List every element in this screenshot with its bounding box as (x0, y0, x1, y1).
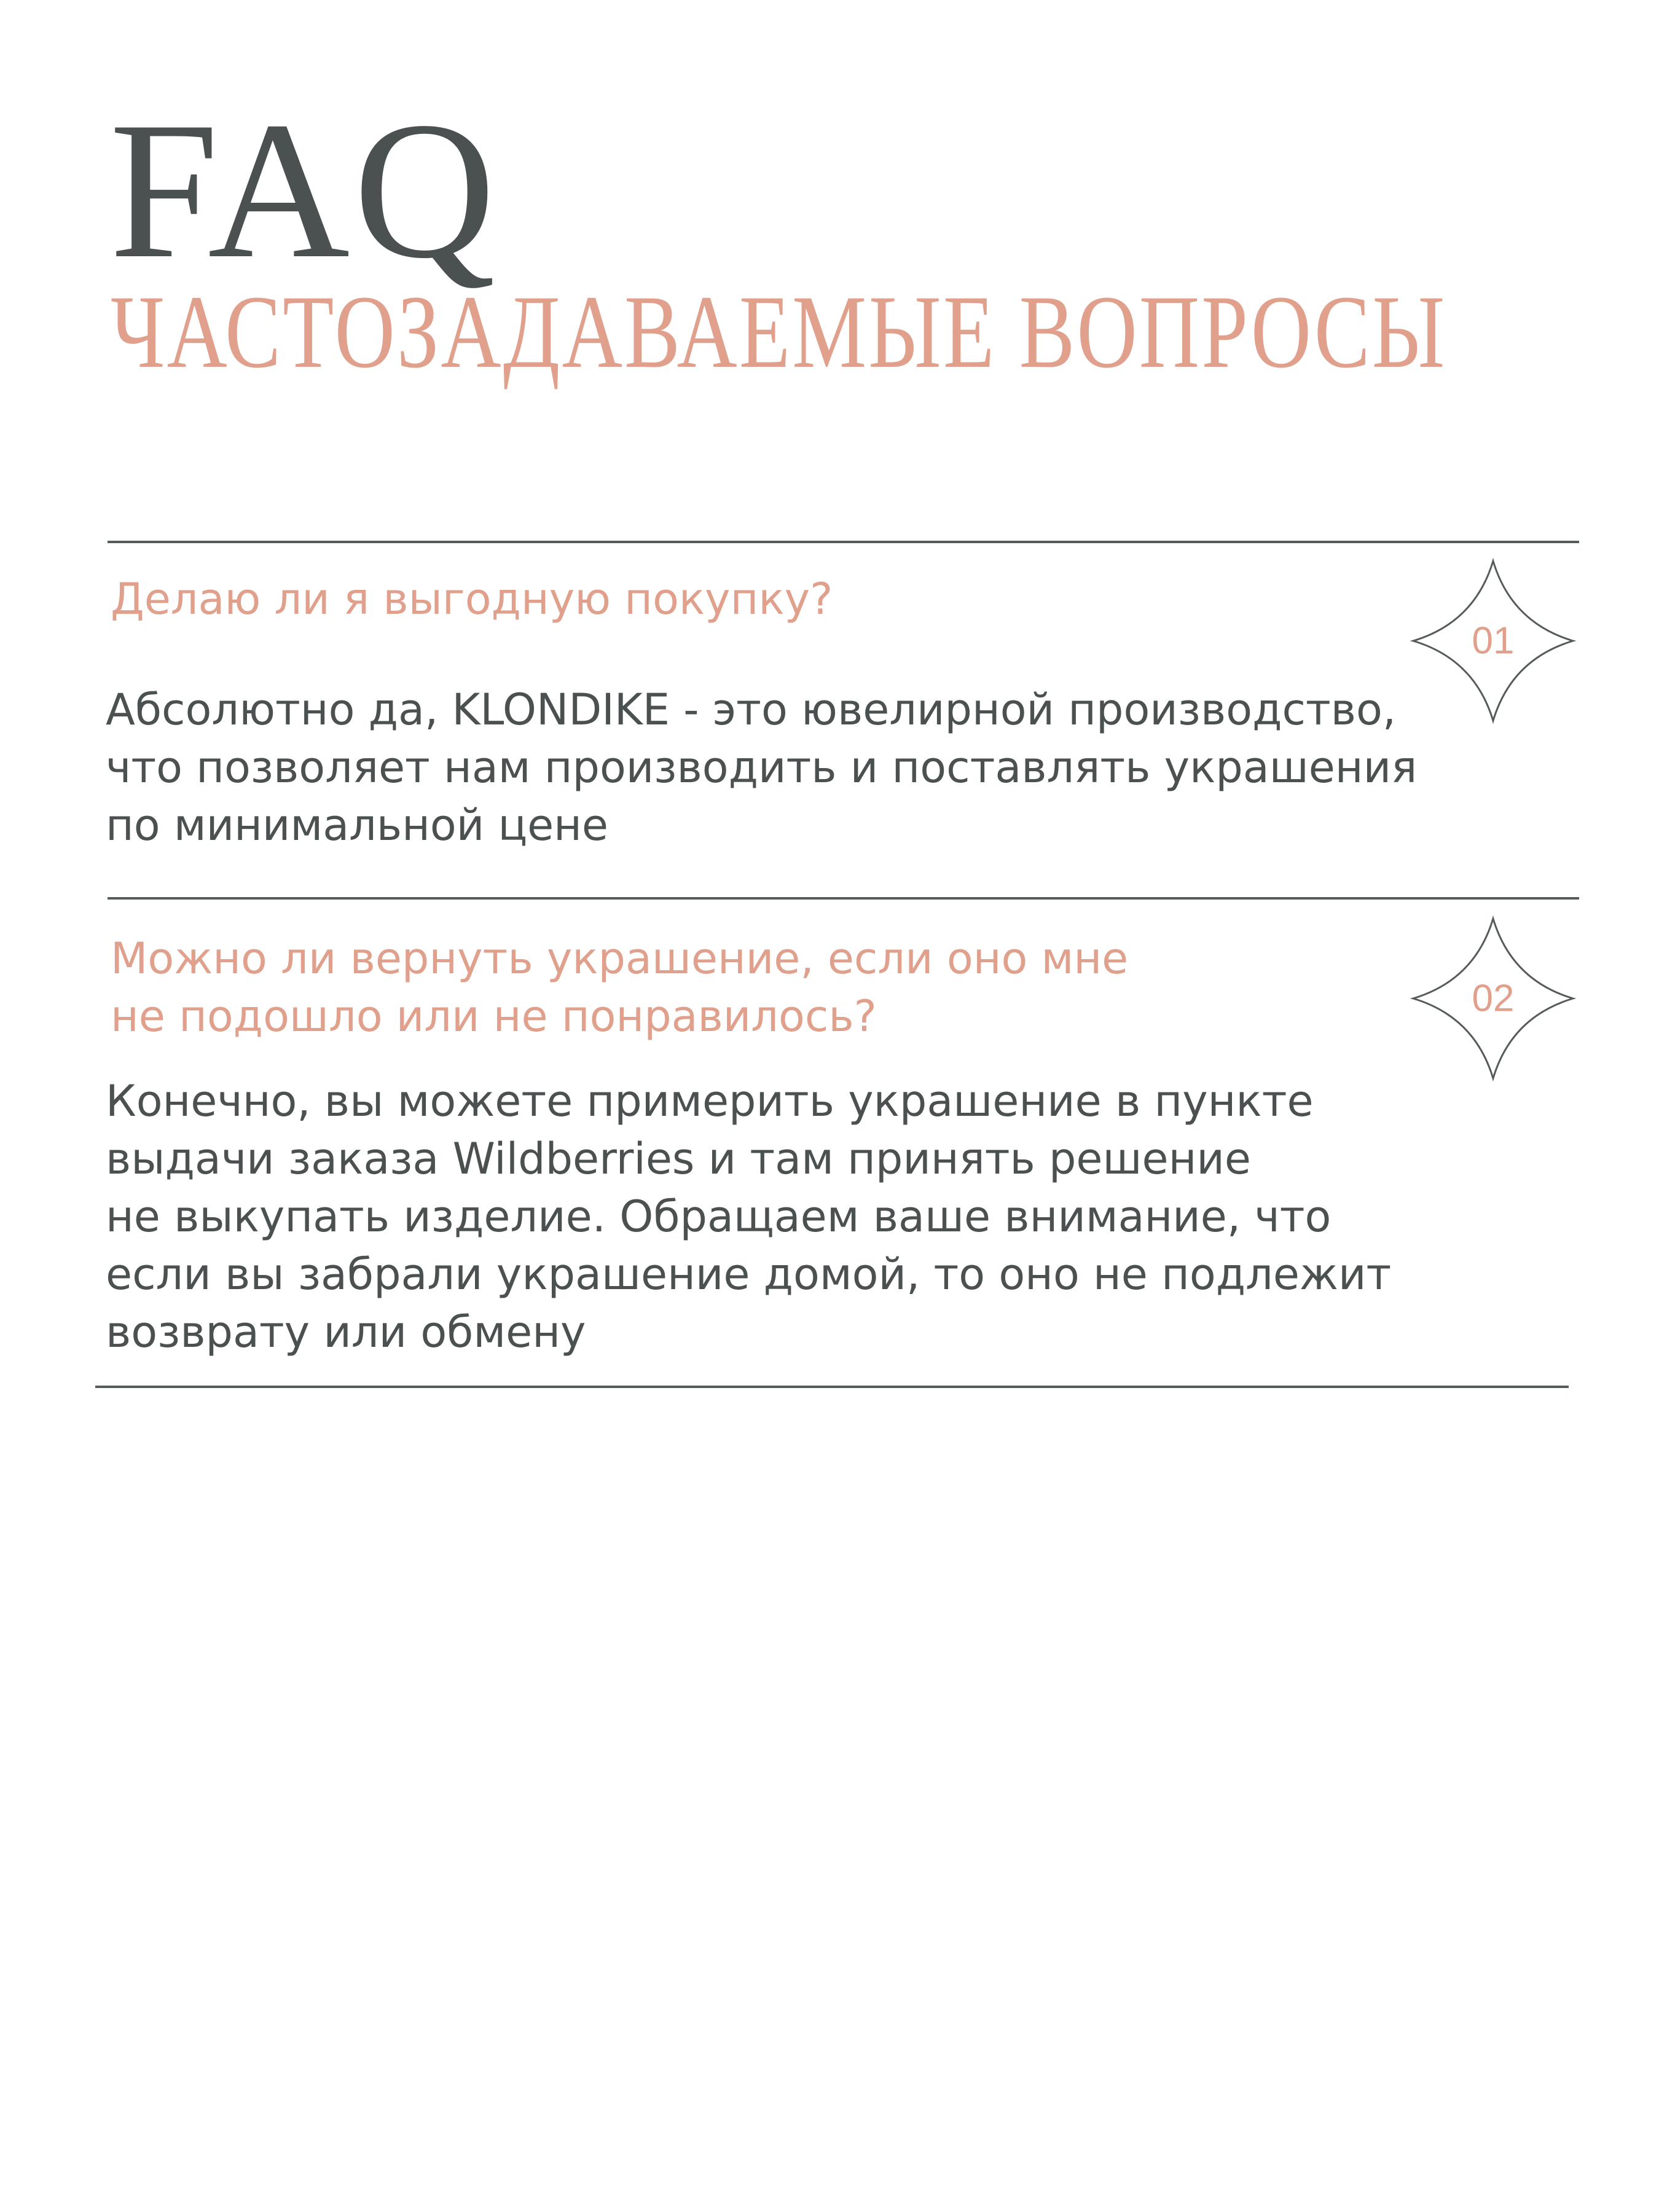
page-subtitle: ЧАСТОЗАДАВАЕМЫЕ ВОПРОСЫ (111, 274, 1447, 390)
four-point-star-icon (1410, 558, 1576, 724)
faq-question (111, 570, 833, 628)
question-line: Делаю ли я выгодную покупку? (111, 574, 833, 624)
answer-line: выдачи заказа Wildberries и там принять решение (106, 1134, 1251, 1184)
faq-number: 02 (1472, 977, 1515, 1020)
faq-number: 01 (1472, 619, 1515, 662)
four-point-star-icon (1410, 916, 1576, 1081)
answer-line: Абсолютно да, KLONDIKE - это ювелирной производство, (106, 684, 1397, 735)
answer-line: если вы забрали украшение домой, то оно не подлежит (106, 1249, 1392, 1300)
answer-line: не выкупать изделие. Обращаем ваше внимание, что (106, 1191, 1332, 1242)
faq-question (111, 930, 1128, 1045)
divider-top (108, 541, 1579, 543)
faq-answer (106, 1072, 1391, 1361)
page-title: FAQ (109, 82, 500, 299)
divider-middle (108, 897, 1579, 900)
question-line: Можно ли вернуть украшение, если оно мне (111, 933, 1129, 984)
answer-line: по минимальной цене (106, 800, 608, 850)
faq-answer (106, 681, 1417, 854)
divider-bottom (95, 1386, 1569, 1388)
answer-line: что позволяет нам производить и поставлять украшения (106, 742, 1418, 793)
answer-line: Конечно, вы можете примерить украшение в пункте (106, 1076, 1314, 1126)
answer-line: возврату или обмену (106, 1307, 586, 1357)
question-line: не подошло или не понравилось? (111, 991, 877, 1041)
